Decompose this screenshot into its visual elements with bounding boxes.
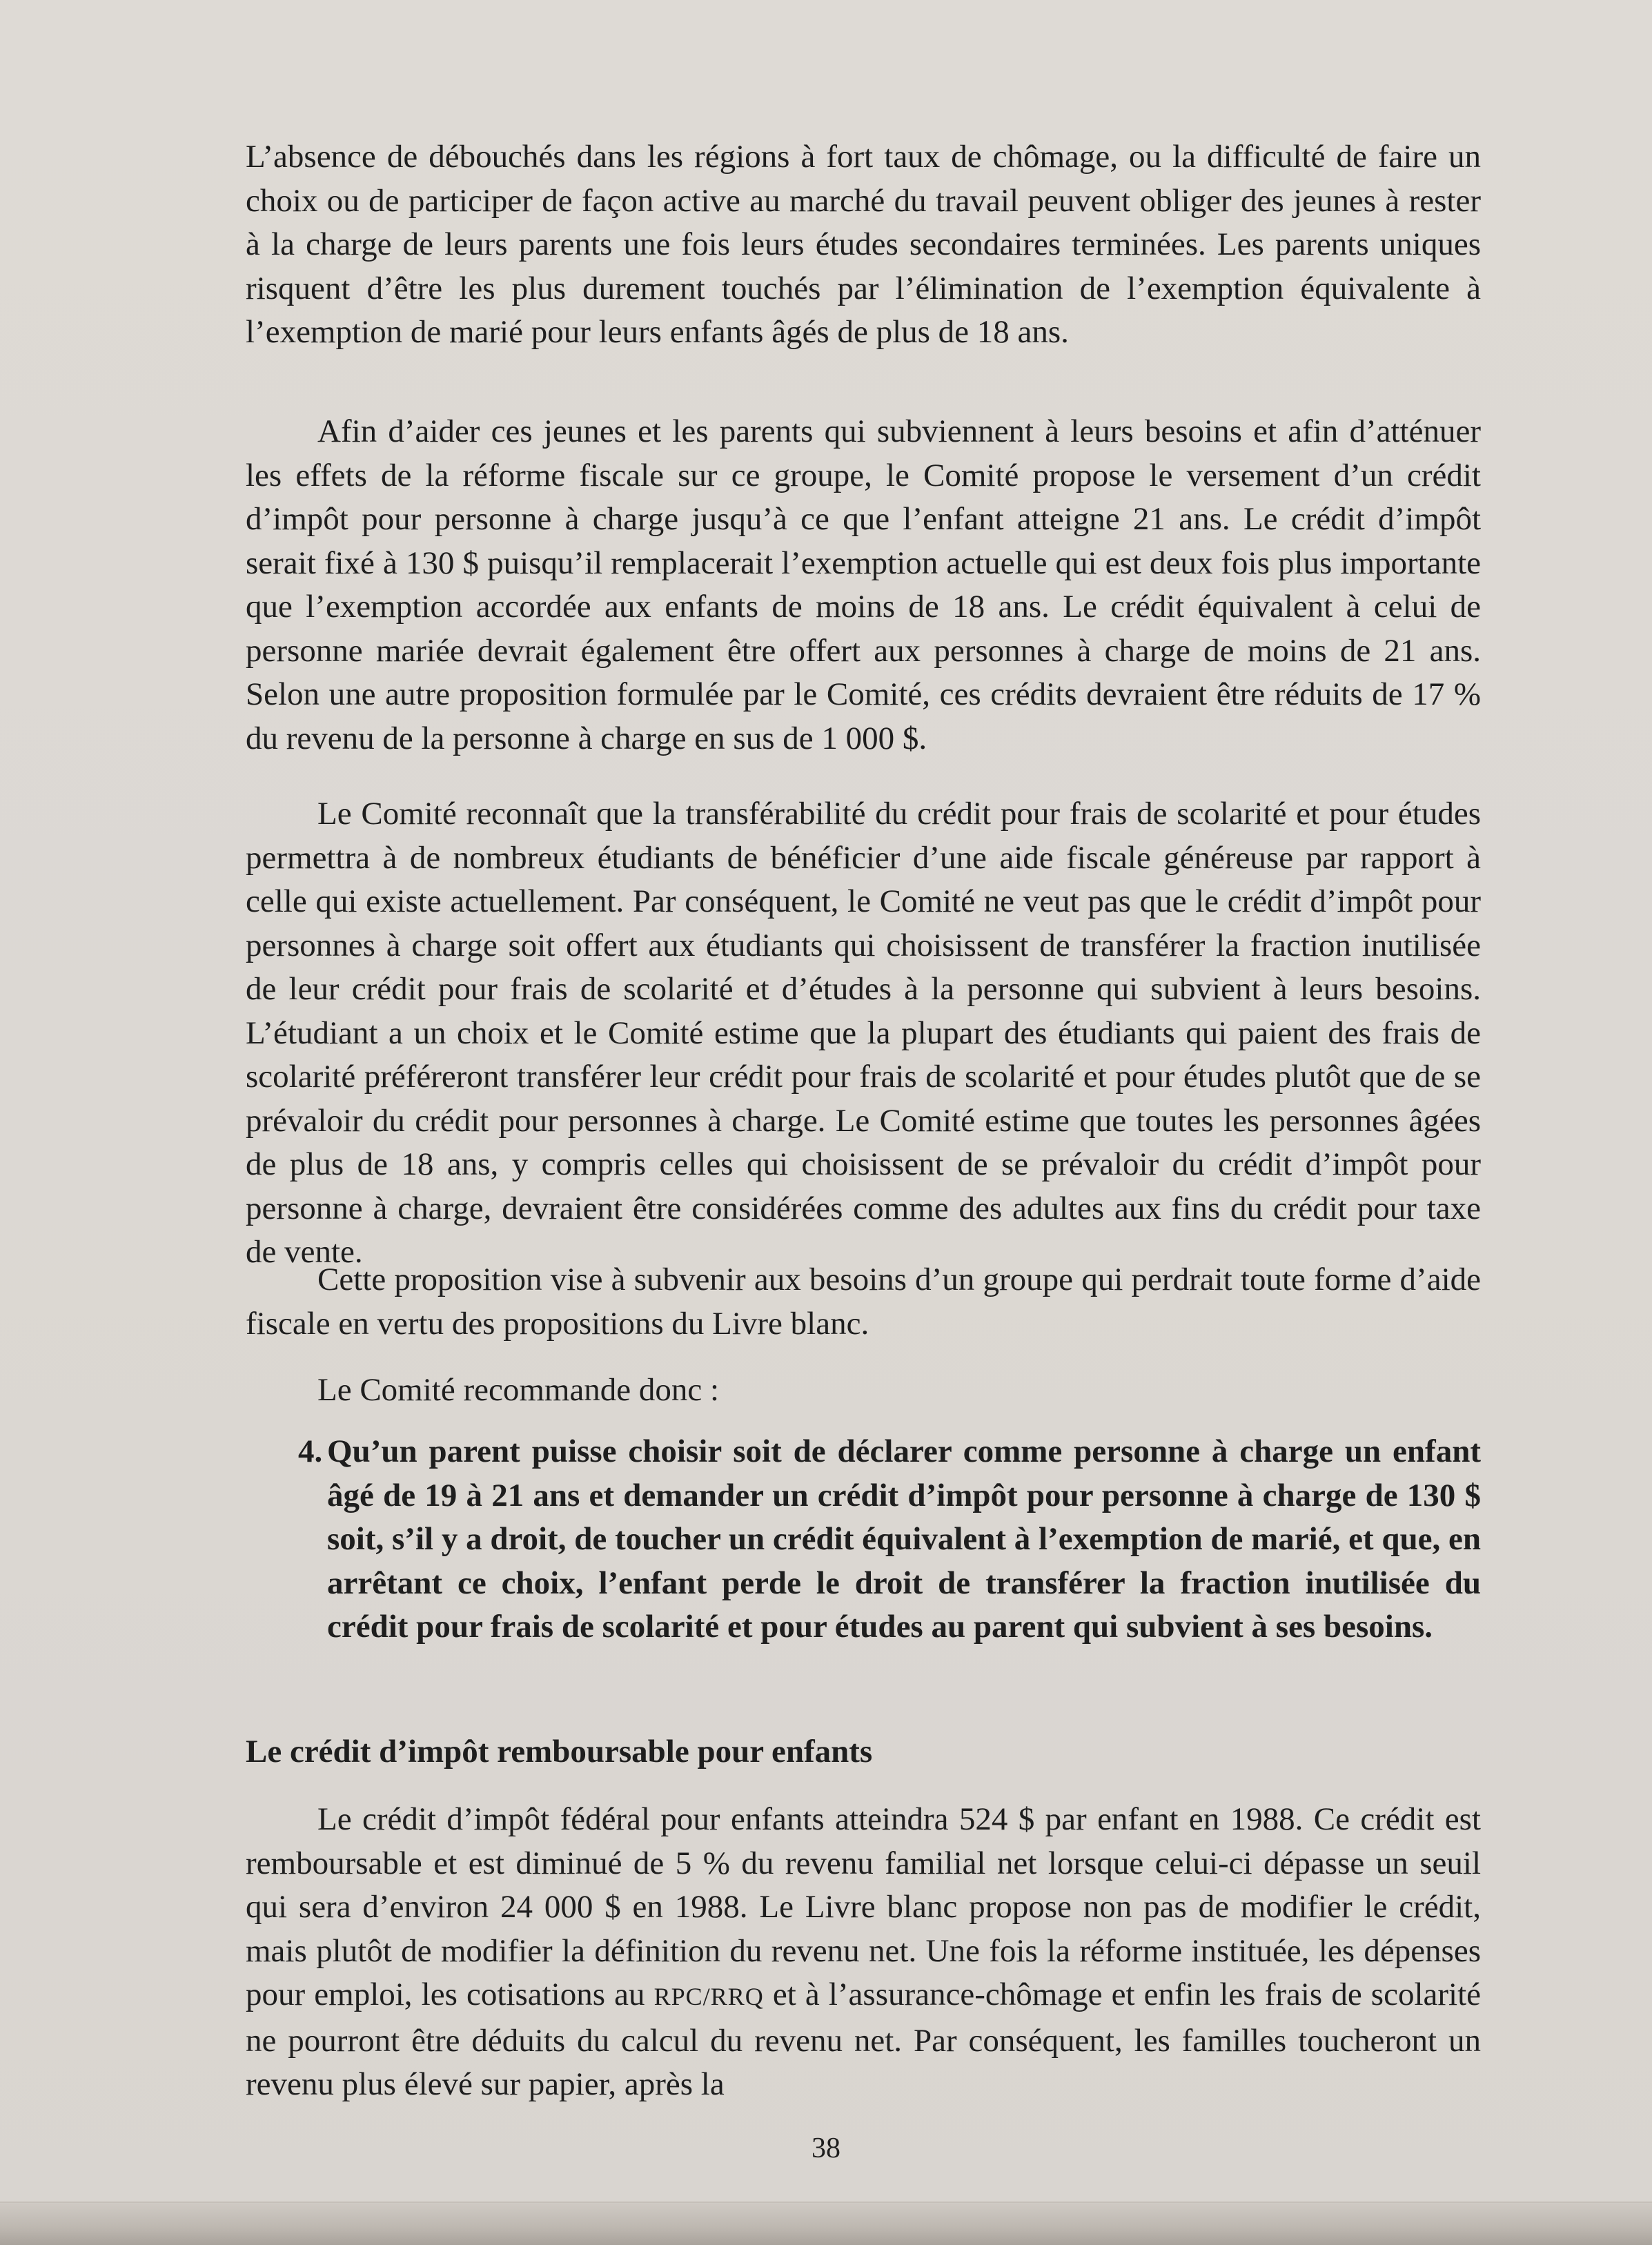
body-paragraph-4 — [246, 1258, 1481, 1346]
recommendation-number: 4. — [298, 1433, 323, 1469]
section-body-paragraph — [246, 1798, 1481, 2107]
body-text-part: et à l’assurance-chômage et enfin les frais de scolarité ne pourront être déduits du calcul du revenu net. Par conséquent, les familles toucheront un revenu plus élevé sur papier, après la — [246, 1977, 1482, 2102]
recommendation-block — [298, 1430, 1481, 1649]
paragraph-text: L’absence de débouchés dans les régions à fort taux de chômage, ou la difficulté de faire un choix ou de participer de façon active au marché du travail peuvent obliger des jeunes à rester à la charge de leurs parents une fois leurs études secondaires terminées. Les parents uniques risquent d’être les plus durement touchés par l’élimination de l’exemption équivalente à l’exemption de marié pour leurs enfants âgés de plus de 18 ans. — [246, 139, 1481, 350]
paragraph-text: Afin d’aider ces jeunes et les parents qui subviennent à leurs besoins et afin d’atténuer les effets de la réforme fiscale sur ce groupe, le Comité propose le versement d’un crédit d’impôt pour personne à charge jusqu’à ce que l’enfant atteigne 21 ans. Le crédit d’impôt serait fixé à 130 $ puisqu’il remplacerait l’exemption actuelle qui est deux fois plus importante que l’exemption accordée aux enfants de moins de 18 ans. Le crédit équivalent à celui de personne mariée devrait également être offert aux personnes à charge de moins de 21 ans. Selon une autre proposition formulée par le Comité, ces crédits devraient être réduits de 17 % du revenu de la personne à charge en sus de 1 000 $. — [246, 413, 1481, 756]
body-paragraph-5 — [246, 1369, 1481, 1413]
abbreviation: RPC/RRQ — [653, 1983, 764, 2010]
body-paragraph-2 — [246, 410, 1481, 761]
paragraph-text: Le Comité recommande donc : — [317, 1372, 720, 1408]
section-heading-block — [246, 1730, 1481, 1774]
paragraph-text — [246, 1798, 1481, 2107]
body-paragraph-3 — [246, 792, 1481, 1275]
body-paragraph-1 — [246, 135, 1481, 355]
recommendation-text: Qu’un parent puisse choisir soit de déclarer comme personne à charge un enfant âgé de 19 à 21 ans et demander un crédit d’impôt pour personne à charge de 130 $ soit, s’il y a droit, de toucher un crédit équivalent à l’exemption de marié, et que, en arrêtant ce choix, l’enfant perde le droit de transférer la fraction inutilisée du crédit pour frais de scolarité et pour études au parent qui subvient à ses besoins. — [327, 1433, 1481, 1645]
page-bottom-edge — [0, 2202, 1652, 2245]
body-text-part: Le crédit d’impôt fédéral pour enfants atteindra 524 $ par enfant en 1988. Ce crédit est remboursable et est diminué de 5 % du revenu familial net lorsque celui-ci dépasse un seuil qui sera d’environ 24 000 $ en 1988. Le Livre blanc propose non pas de modifier le crédit, mais plutôt de modifier la définition du revenu net. Une fois la réforme instituée, les dépenses pour emploi, les cotisations au — [246, 1801, 1481, 2012]
paragraph-text: Le Comité reconnaît que la transférabilité du crédit pour frais de scolarité et pour études permettra à de nombreux étudiants de bénéficier d’une aide fiscale généreuse par rapport à celle qui existe actuellement. Par conséquent, le Comité ne veut pas que le crédit d’impôt pour personnes à charge soit offert aux étudiants qui choisissent de transférer la fraction inutilisée de leur crédit pour frais de scolarité et d’études à la personne qui subvient à leurs besoins. L’étudiant a un choix et le Comité estime que la plupart des étudiants qui paient des frais de scolarité préféreront transférer leur crédit pour frais de scolarité et pour études plutôt que de se prévaloir du crédit pour personnes à charge. Le Comité estime que toutes les personnes âgées de plus de 18 ans, y compris celles qui choisissent de se prévaloir du crédit d’impôt pour personne à charge, devraient être considérées comme des adultes aux fins du crédit pour taxe de vente. — [246, 796, 1481, 1270]
page-number: 38 — [812, 2133, 840, 2164]
paragraph-text: Cette proposition vise à subvenir aux besoins d’un groupe qui perdrait toute forme d’aide fiscale en vertu des propositions du Livre blanc. — [246, 1262, 1481, 1342]
section-heading: Le crédit d’impôt remboursable pour enfants — [246, 1734, 873, 1769]
